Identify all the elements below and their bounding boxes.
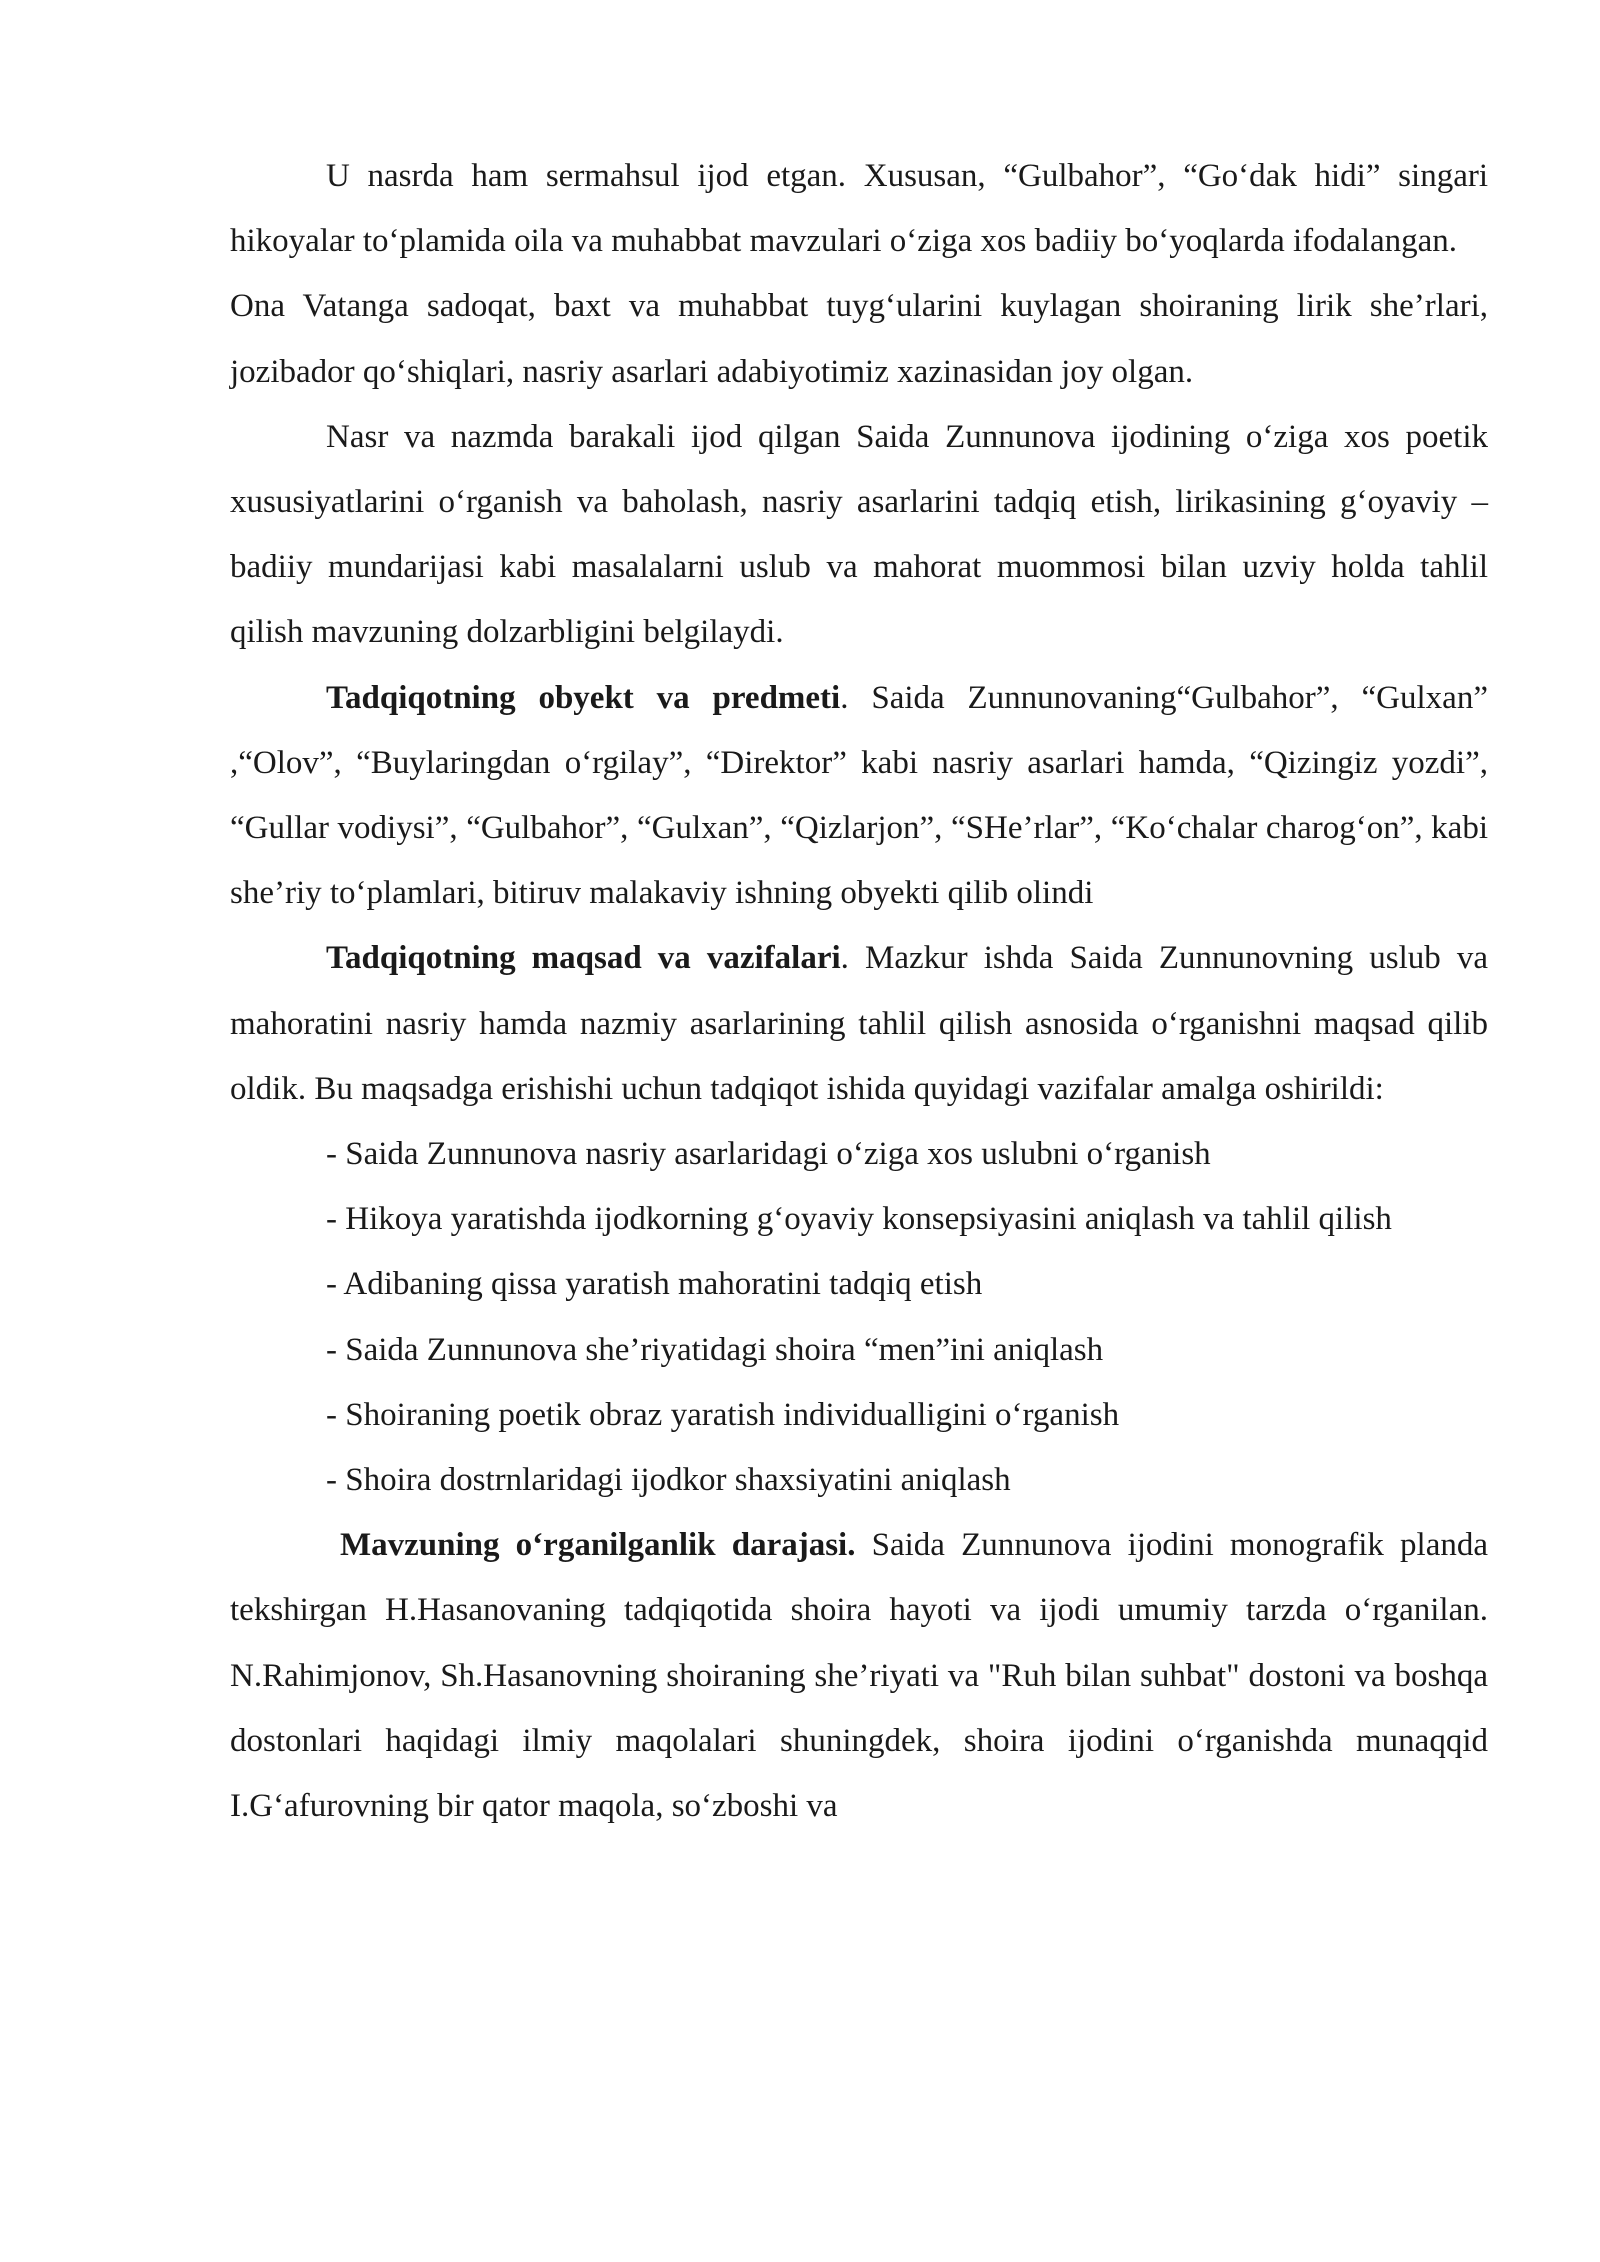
paragraph-intro: U nasrda ham sermahsul ijod etgan. Xususan, “Gulbahor”, “Go‘dak hidi” singari hikoyalar to‘plamida oila va muhabbat mavzulari o‘ziga xos badiiy bo‘yoqlarda ifodalangan.	[230, 158, 1488, 260]
paragraph-literature-text: Saida Zunnunova ijodini monografik planda tekshirgan H.Hasanovaning tadqiqotida shoira hayoti va ijodi umumiy tarzda o‘rganilan. N.Rahimjonov, Sh.Hasanovning shoiraning she’riyati va "Ruh bilan suhbat" dostoni va boshqa dostonlari haqidagi ilmiy maqolalari shuningdek, shoira ijodini o‘rganishda munaqqid I.G‘afurovning bir qator maqola, so‘zboshi va	[230, 1527, 1489, 1825]
heading-goals: Tadqiqotning maqsad va vazifalari	[326, 940, 841, 977]
task-item: - Saida Zunnunova she’riyatidagi shoira “men”ini aniqlash	[326, 1331, 1104, 1368]
paragraph-literature	[230, 1513, 1488, 1839]
heading-object: Tadqiqotning obyekt va predmeti	[326, 679, 841, 716]
paragraph-object	[230, 666, 1488, 927]
document-body	[230, 144, 1488, 1839]
task-item: - Adibaning qissa yaratish mahoratini tadqiq etish	[326, 1266, 983, 1303]
task-item: - Shoiraning poetik obraz yaratish individualligini o‘rganish	[326, 1396, 1120, 1433]
paragraph-goals	[230, 926, 1488, 1122]
paragraph-object-text: . Saida Zunnunovaning“Gulbahor”, “Gulxan” ,“Olov”, “Buylaringdan o‘rgilay”, “Direktor” kabi nasriy asarlari hamda, “Qizingiz yozdi”, “Gullar vodiysi”, “Gulbahor”, “Gulxan”, “Qizlarjon”, “SHe’rlar”, “Ko‘chalar charog‘on”, kabi she’riy to‘plamlari, bitiruv malakaviy ishning obyekti qilib olindi	[230, 679, 1488, 912]
paragraph-vatan: Ona Vatanga sadoqat, baxt va muhabbat tuyg‘ularini kuylagan shoiraning lirik she’rlari, jozibador qo‘shiqlari, nasriy asarlari adabiyotimiz xazinasidan joy olgan.	[230, 288, 1488, 390]
task-item: - Shoira dostrnlaridagi ijodkor shaxsiyatini aniqlash	[326, 1462, 1011, 1499]
paragraph-relevance: Nasr va nazmda barakali ijod qilgan Saida Zunnunova ijodining o‘ziga xos poetik xususiyatlarini o‘rganish va baholash, nasriy asarlarini tadqiq etish, lirikasining g‘oyaviy – badiiy mundarijasi kabi masalalarni uslub va mahorat muommosi bilan uzviy holda tahlil qilish mavzuning dolzarbligini belgilaydi.	[230, 418, 1488, 651]
heading-literature: Mavzuning o‘rganilganlik darajasi.	[340, 1527, 856, 1564]
task-item: - Saida Zunnunova nasriy asarlaridagi o‘ziga xos uslubni o‘rganish	[326, 1136, 1211, 1173]
paragraph-goals-text: . Mazkur ishda Saida Zunnunovning uslub va mahoratini nasriy hamda nazmiy asarlarining tahlil qilish asnosida o‘rganishni maqsad qilib oldik. Bu maqsadga erishishi uchun tadqiqot ishida quyidagi vazifalar amalga oshirildi:	[230, 940, 1488, 1107]
task-item: - Hikoya yaratishda ijodkorning g‘oyaviy konsepsiyasini aniqlash va tahlil qilish	[326, 1201, 1392, 1238]
